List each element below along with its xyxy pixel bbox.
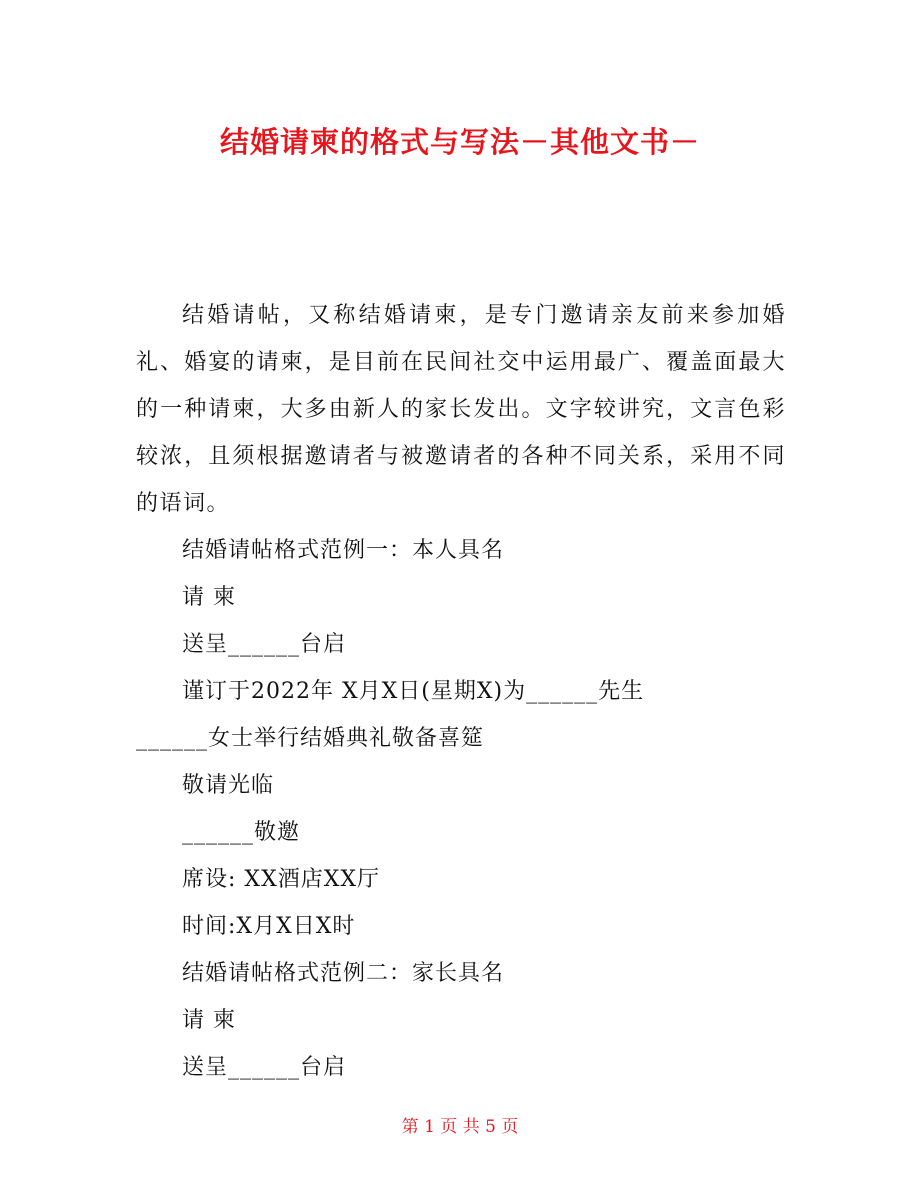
page-number: 第 1 页 共 5 页 (401, 1117, 519, 1137)
send-to-line-2: 送呈______台启 (182, 1055, 347, 1080)
date-line: 谨订于2022年 X月X日(星期X)为______先生 (182, 679, 645, 704)
send-to-line: 送呈______台启 (182, 632, 347, 657)
invitation-title-2: 请 柬 (182, 1008, 236, 1033)
example-two-heading: 结婚请帖格式范例二：家长具名 (182, 961, 505, 986)
document-title: 结婚请柬的格式与写法－其他文书－ (219, 125, 700, 159)
time-line: 时间:X月X日X时 (182, 914, 356, 939)
document-body (136, 292, 786, 1091)
example-one-heading: 结婚请帖格式范例一：本人具名 (182, 538, 505, 563)
intro-paragraph: 结婚请帖，又称结婚请柬，是专门邀请亲友前来参加婚礼、婚宴的请柬，是目前在民间社交中运用最广、覆盖面最大的一种请柬，大多由新人的家长发出。文字较讲究，文言色彩较浓，且须根据邀请者与被邀请者的各种不同关系，采用不同的语词。 (136, 303, 786, 516)
invitation-title: 请 柬 (182, 585, 236, 610)
ceremony-line: ______女士举行结婚典礼敬备喜筵 (136, 726, 485, 751)
venue-line: 席设: XX酒店XX厅 (182, 867, 381, 892)
invited-by-line: ______敬邀 (182, 820, 301, 845)
please-attend-line: 敬请光临 (182, 773, 275, 798)
